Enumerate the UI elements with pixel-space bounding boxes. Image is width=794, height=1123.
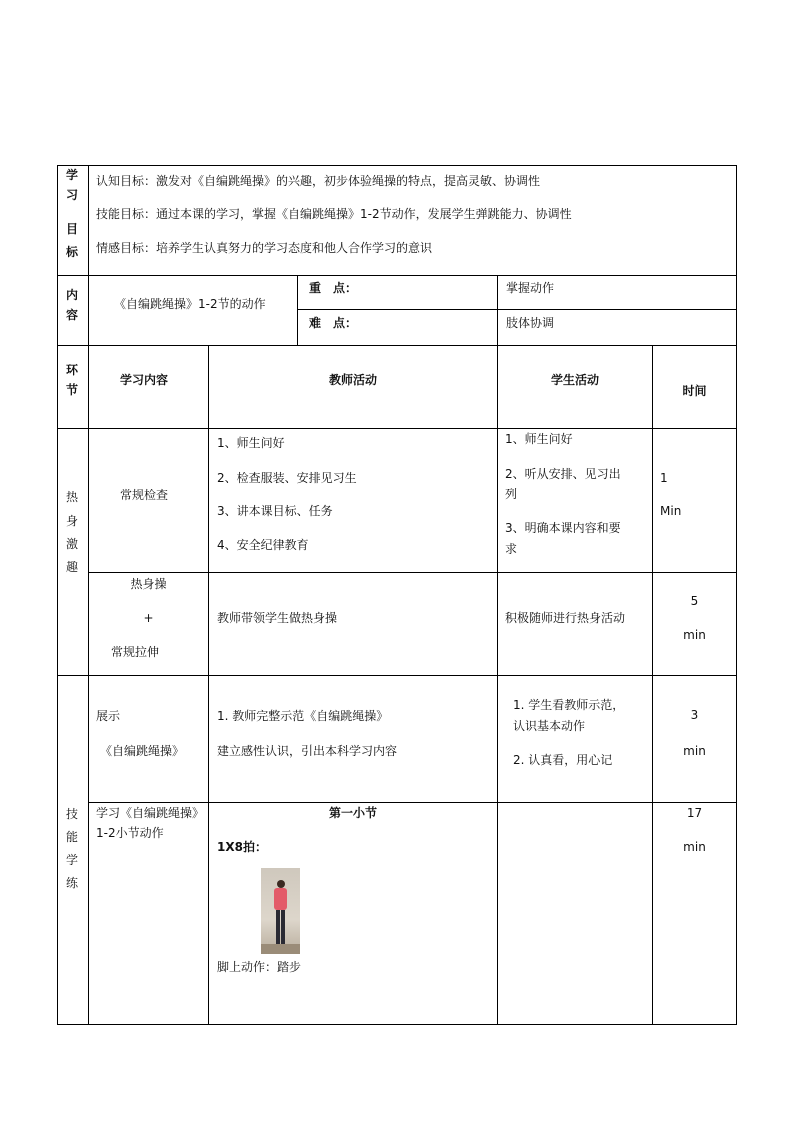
demo-content-line: 展示	[96, 709, 121, 723]
practice-foot-action: 脚上动作：踏步	[217, 960, 302, 974]
routine-student-line: 列	[505, 487, 518, 501]
learning-content-header: 学习内容	[120, 373, 169, 387]
stage-header-char: 节	[65, 383, 78, 397]
key-point-label: 重 点：	[309, 281, 358, 295]
time-header: 时间	[682, 384, 707, 398]
practice-section-title: 第一小节	[328, 806, 377, 820]
objectives-label-char: 目	[65, 222, 78, 236]
objectives-label-char: 习	[65, 188, 78, 202]
column-divider	[88, 165, 89, 1025]
routine-check-content: 常规检查	[120, 488, 169, 502]
practice-beat: 1X8拍：	[217, 840, 267, 854]
practice-time-unit: min	[683, 840, 706, 854]
objectives-label-char: 标	[65, 245, 78, 259]
photo-floor	[261, 944, 300, 954]
student-activity-header: 学生活动	[550, 373, 599, 387]
stage-header-char: 环	[65, 363, 78, 377]
affective-objective: 情感目标：培养学生认真努力的学习态度和他人合作学习的意识	[96, 241, 433, 255]
photo-figure-head	[277, 880, 285, 888]
demo-student-line: 认识基本动作	[513, 719, 586, 733]
skills-stage-char: 技	[65, 807, 78, 821]
demo-student-line: 1. 学生看教师示范，	[513, 698, 625, 712]
warmup-exercise-teacher: 教师带领学生做热身操	[217, 611, 338, 625]
content-label-char: 内	[65, 288, 78, 302]
practice-time-value: 17	[686, 806, 703, 820]
demo-time-unit: min	[683, 744, 706, 758]
key-point-value: 掌握动作	[506, 281, 555, 295]
routine-student-line: 1、师生问好	[505, 432, 573, 446]
difficulty-value: 肢体协调	[506, 316, 555, 330]
skills-stage-char: 能	[65, 830, 78, 844]
warmup-exercise-time-unit: min	[683, 628, 706, 642]
photo-figure-torso	[274, 888, 287, 910]
warmup-stage-char: 趣	[65, 560, 78, 574]
demo-teacher-line: 建立感性认识，引出本科学习内容	[217, 744, 398, 758]
difficulty-label: 难 点：	[309, 316, 358, 330]
routine-student-line: 3、明确本课内容和要	[505, 521, 621, 535]
cognitive-objective: 认知目标：激发对《自编跳绳操》的兴趣，初步体验绳操的特点，提高灵敏、协调性	[96, 174, 541, 188]
routine-time-unit: Min	[660, 504, 682, 518]
warmup-exercise-content-line: 常规拉伸	[111, 645, 160, 659]
row-divider	[57, 345, 737, 346]
column-divider	[497, 275, 498, 345]
column-divider	[652, 345, 653, 1025]
demo-teacher-line: 1. 教师完整示范《自编跳绳操》	[217, 709, 389, 723]
routine-student-line: 2、听从安排、见习出	[505, 467, 621, 481]
warmup-exercise-time-value: 5	[690, 594, 699, 608]
skill-objective: 技能目标：通过本课的学习，掌握《自编跳绳操》1-2节动作，发展学生弹跳能力、协调性	[96, 207, 572, 221]
content-label-char: 容	[65, 308, 78, 322]
row-divider	[57, 275, 737, 276]
warmup-stage-char: 身	[65, 514, 78, 528]
routine-teacher-line: 1、师生问好	[217, 436, 285, 450]
column-divider	[297, 275, 298, 345]
routine-student-line: 求	[505, 542, 518, 556]
routine-teacher-line: 4、安全纪律教育	[217, 538, 309, 552]
demo-time-value: 3	[690, 708, 699, 722]
skills-stage-char: 练	[65, 876, 78, 890]
warmup-stage-char: 激	[65, 537, 78, 551]
content-text: 《自编跳绳操》1-2节的动作	[114, 297, 266, 311]
table-border-top	[57, 165, 737, 166]
warmup-exercise-student: 积极随师进行热身活动	[505, 611, 626, 625]
photo-figure-leg	[281, 910, 285, 944]
row-divider	[297, 309, 737, 310]
row-divider	[88, 802, 737, 803]
practice-content-line: 1-2小节动作	[96, 826, 164, 840]
demo-student-line: 2. 认真看，用心记	[513, 753, 613, 767]
teacher-activity-header: 教师活动	[328, 373, 377, 387]
routine-teacher-line: 3、讲本课目标、任务	[217, 504, 333, 518]
routine-time-value: 1	[660, 471, 668, 485]
column-divider	[208, 345, 209, 1025]
row-divider	[57, 428, 737, 429]
demonstration-photo	[261, 868, 300, 954]
photo-figure-leg	[276, 910, 280, 944]
warmup-exercise-content-line: 热身操	[130, 577, 167, 591]
routine-teacher-line: 2、检查服装、安排见习生	[217, 471, 357, 485]
table-border-left	[57, 165, 58, 1025]
row-divider	[57, 675, 737, 676]
column-divider	[497, 345, 498, 1025]
objectives-label-char: 学	[65, 168, 78, 182]
table-border-bottom	[57, 1024, 737, 1025]
practice-content-line: 学习《自编跳绳操》	[96, 806, 205, 820]
demo-content-line: 《自编跳绳操》	[100, 744, 185, 758]
warmup-stage-char: 热	[65, 490, 78, 504]
warmup-exercise-content-line: +	[143, 611, 154, 625]
skills-stage-char: 学	[65, 853, 78, 867]
row-divider	[88, 572, 737, 573]
